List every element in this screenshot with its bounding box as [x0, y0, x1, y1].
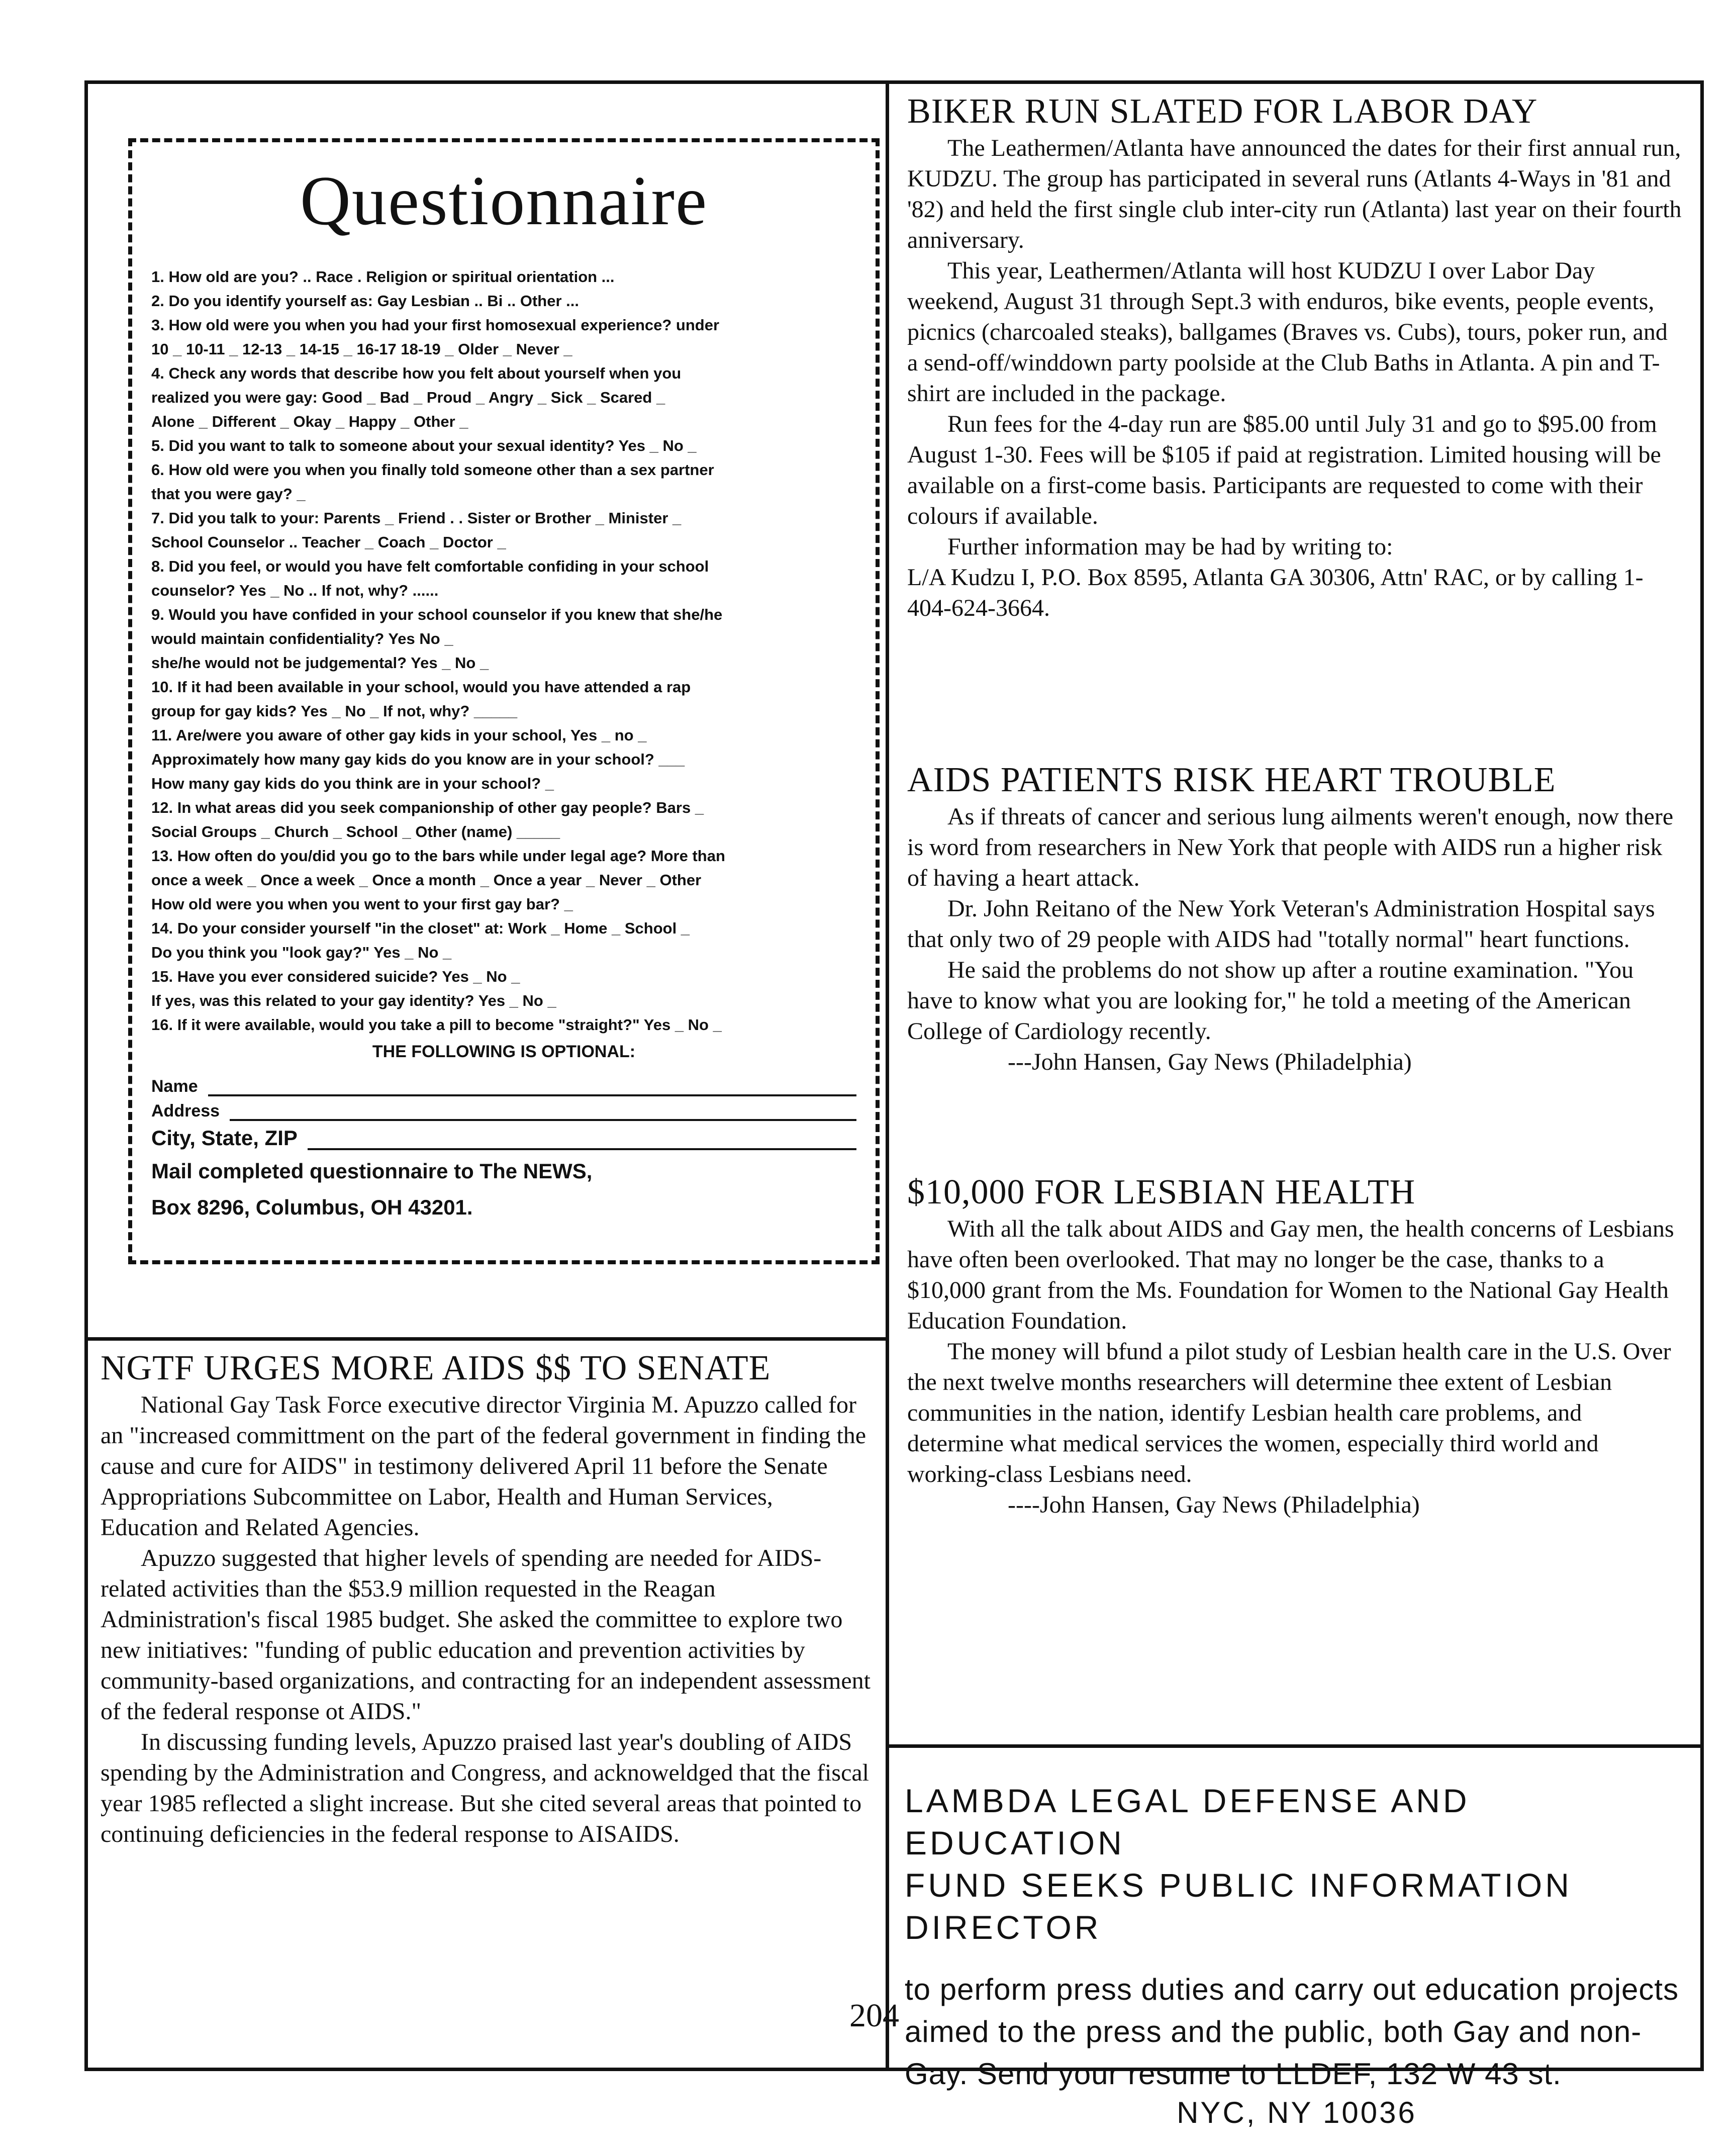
address-field[interactable]	[151, 1101, 856, 1121]
city-line	[308, 1131, 856, 1150]
questionnaire-box	[128, 138, 880, 1264]
question-line: 3. How old were you when you had your first homosexual experience? under	[151, 316, 720, 334]
aids-heart-paragraph: He said the problems do not show up after a routine examination. "You have to know what you are looking for," he told a meeting of the American College of Cardiology recently.	[907, 957, 1634, 1045]
city-label: City, State, ZIP	[151, 1126, 298, 1150]
aids-heart-paragraph: Dr. John Reitano of the New York Veteran's Administration Hospital says that only two of 29 people with AIDS had "totally normal" heart functions.	[907, 895, 1655, 953]
question-line: 8. Did you feel, or would you have felt comfortable confiding in your school	[151, 557, 709, 575]
aids-heart-article	[907, 759, 1684, 1077]
lambda-headline-2: FUND SEEKS PUBLIC INFORMATION DIRECTOR	[905, 1867, 1572, 1946]
lambda-body: to perform press duties and carry out education projects aimed to the press and the public, both Gay and non-Gay. Send your resume to LLDEF, 132 W 43 st.	[905, 1973, 1679, 2091]
question-line: 15. Have you ever considered suicide? Yes _ No _	[151, 968, 520, 985]
aids-heart-byline: ---John Hansen, Gay News (Philadelphia)	[1008, 1049, 1412, 1075]
ngtf-paragraph: Apuzzo suggested that higher levels of spending are needed for AIDS-related activities than the $53.9 million requested in the Reagan Administration's fiscal 1985 budget. She asked the committee to explore two new initiatives: "funding of public education and prevention activities by community-based organizations, and contracting for an independent assessment of the federal response ot AIDS."	[101, 1545, 871, 1725]
biker-paragraph: This year, Leathermen/Atlanta will host KUDZU I over Labor Day weekend, August 31 through Sept.3 with enduros, bike events, people events, picnics (charcoaled steaks), ballgames (Braves vs. Cubs), tours, poker run, and a send-off/winddown party poolside at the Club Baths in Atlanta. A pin and T-shirt are included in the package.	[907, 257, 1668, 407]
optional-heading: THE FOLLOWING IS OPTIONAL:	[372, 1042, 636, 1061]
question-line: once a week _ Once a week _ Once a month _ Once a year _ Never _ Other	[151, 871, 702, 889]
question-line: realized you were gay: Good _ Bad _ Proud _ Angry _ Sick _ Scared _	[151, 389, 665, 406]
question-line: group for gay kids? Yes _ No _ If not, why? _____	[151, 702, 518, 720]
questionnaire-title: Questionnaire	[300, 162, 708, 240]
name-label: Name	[151, 1077, 198, 1096]
question-line: 10. If it had been available in your school, would you have attended a rap	[151, 678, 691, 696]
city-field[interactable]	[151, 1126, 856, 1150]
question-line: 16. If it were available, would you take a pill to become "straight?" Yes _ No _	[151, 1016, 722, 1034]
aids-heart-headline: AIDS PATIENTS RISK HEART TROUBLE	[907, 761, 1556, 799]
biker-paragraph: Run fees for the 4-day run are $85.00 until July 31 and go to $95.00 from August 1-30. Fees will be $105 if paid at registration. Limited housing will be available on a first-come basis. Participants are requested to come with their colours if available.	[907, 411, 1661, 529]
question-line: 7. Did you talk to your: Parents _ Friend . . Sister or Brother _ Minister _	[151, 509, 682, 527]
question-line: that you were gay? _	[151, 485, 306, 503]
question-line: 13. How often do you/did you go to the bars while under legal age? More than	[151, 847, 725, 865]
question-line: How old were you when you went to your first gay bar? _	[151, 895, 573, 913]
question-line: 2. Do you identify yourself as: Gay Lesbian .. Bi .. Other ...	[151, 292, 579, 310]
column-divider	[886, 80, 889, 2071]
question-line: 9. Would you have confided in your school counselor if you knew that she/he	[151, 606, 723, 623]
biker-headline: BIKER RUN SLATED FOR LABOR DAY	[907, 92, 1538, 131]
question-line: Alone _ Different _ Okay _ Happy _ Other _	[151, 413, 468, 430]
question-line: 12. In what areas did you seek companionship of other gay people? Bars _	[151, 799, 704, 816]
question-line: 5. Did you want to talk to someone about your sexual identity? Yes _ No _	[151, 437, 697, 454]
lambda-city: NYC, NY 10036	[1177, 2096, 1417, 2129]
ngtf-article	[101, 1347, 875, 1849]
lesbian-health-byline: ----John Hansen, Gay News (Philadelphia)	[1008, 1492, 1420, 1518]
biker-paragraph: The Leathermen/Atlanta have announced the dates for their first annual run, KUDZU. The group has participated in several runs (Atlants 4-Ways in '81 and '82) and held the first single club inter-city run (Atlanta) last year on their fourth anniversary.	[907, 135, 1682, 253]
question-line: Do you think you "look gay?" Yes _ No _	[151, 944, 452, 961]
lambda-headline-1: LAMBDA LEGAL DEFENSE AND EDUCATION	[905, 1782, 1470, 1861]
lesbian-health-paragraph: The money will bfund a pilot study of Lesbian health care in the U.S. Over the next twelve months researchers will determine thee extent of Lesbian communities in the nation, identify Lesbian health care problems, and determine what medical services the women, especially third world and working-class Lesbians need.	[907, 1338, 1671, 1487]
question-line: 1. How old are you? .. Race . Religion or spiritual orientation ...	[151, 268, 615, 286]
question-line: 11. Are/were you aware of other gay kids in your school, Yes _ no _	[151, 726, 647, 744]
biker-article	[907, 90, 1684, 623]
page-number: 204	[849, 1997, 899, 2034]
ngtf-headline: NGTF URGES MORE AIDS $$ TO SENATE	[101, 1349, 771, 1387]
address-label: Address	[151, 1101, 220, 1121]
left-section-divider	[84, 1337, 889, 1341]
name-line	[208, 1077, 856, 1096]
lesbian-health-article	[907, 1171, 1684, 1520]
mail-instruction: Mail completed questionnaire to The NEWS,	[151, 1159, 593, 1183]
question-line: would maintain confidentiality? Yes No _	[151, 630, 453, 647]
ngtf-paragraph: National Gay Task Force executive director Virginia M. Apuzzo called for an "increased committment on the part of the federal government in finding the cause and cure for AIDS" in testimony delivered April 11 before the Senate Appropriations Subcommittee on Labor, Health and Human Services, Education and Related Agencies.	[101, 1391, 866, 1541]
question-line: 4. Check any words that describe how you felt about yourself when you	[151, 364, 682, 382]
lambda-ad	[905, 1780, 1689, 2130]
question-line: How many gay kids do you think are in your school? _	[151, 775, 554, 792]
question-line: School Counselor .. Teacher _ Coach _ Doctor _	[151, 533, 506, 551]
question-line: Social Groups _ Church _ School _ Other (name) _____	[151, 823, 560, 841]
name-field[interactable]	[151, 1077, 856, 1096]
question-line: she/he would not be judgemental? Yes _ No _	[151, 654, 489, 672]
biker-contact-address: L/A Kudzu I, P.O. Box 8595, Atlanta GA 30306, Attn' RAC, or by calling 1-404-624-3664.	[907, 564, 1644, 621]
mail-address: Box 8296, Columbus, OH 43201.	[151, 1195, 473, 1219]
right-section-divider	[886, 1744, 1704, 1748]
lesbian-health-paragraph: With all the talk about AIDS and Gay men, the health concerns of Lesbians have often been overlooked. That may no longer be the case, thanks to a $10,000 grant from the Ms. Foundation for Women to the National Gay Health Education Foundation.	[907, 1216, 1674, 1334]
lesbian-health-headline: $10,000 FOR LESBIAN HEALTH	[907, 1173, 1416, 1211]
biker-paragraph: Further information may be had by writing to:	[947, 533, 1393, 560]
address-line	[230, 1102, 856, 1121]
question-line: Approximately how many gay kids do you know are in your school? ___	[151, 751, 685, 768]
question-line: 6. How old were you when you finally told someone other than a sex partner	[151, 461, 714, 479]
ngtf-paragraph: In discussing funding levels, Apuzzo praised last year's doubling of AIDS spending by the Administration and Congress, and acknoweldged that the fiscal year 1985 reflected a slight increase. But she cited several areas that pointed to continuing deficiencies in the federal response to AISAIDS.	[101, 1729, 870, 1847]
question-line: 14. Do your consider yourself "in the closet" at: Work _ Home _ School _	[151, 919, 690, 937]
question-line: counselor? Yes _ No .. If not, why? ......	[151, 582, 439, 599]
aids-heart-paragraph: As if threats of cancer and serious lung ailments weren't enough, now there is word from researchers in New York that people with AIDS run a higher risk of having a heart attack.	[907, 803, 1674, 891]
question-line: 10 _ 10-11 _ 12-13 _ 14-15 _ 16-17 18-19 _ Older _ Never _	[151, 340, 572, 358]
question-line: If yes, was this related to your gay identity? Yes _ No _	[151, 992, 556, 1009]
